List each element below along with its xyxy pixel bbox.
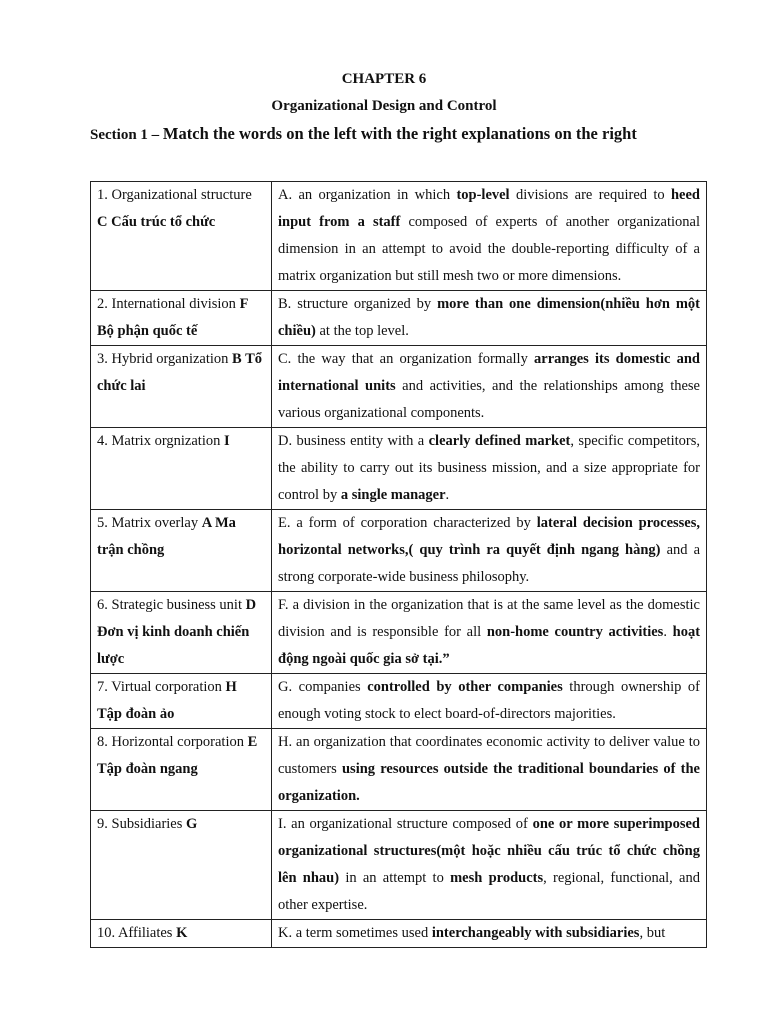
bold-text-run: E Tập đoàn ngang	[97, 734, 258, 777]
bold-text-run: heed input from a staff	[278, 187, 700, 230]
definition-cell	[272, 811, 707, 920]
bold-text-run: A Ma trận chồng	[97, 515, 236, 558]
table-row	[91, 674, 707, 729]
text-run: C. the way that an organization formally	[278, 351, 535, 367]
bold-text-run: top-level	[456, 187, 510, 203]
definition-cell	[272, 291, 707, 346]
text-run: and activities, and the relationships among these various organizational components.	[278, 378, 700, 421]
table-row	[91, 920, 707, 948]
text-run: 6. Strategic business unit	[97, 597, 246, 613]
chapter-subtitle: Organizational Design and Control	[271, 98, 497, 114]
bold-text-run: B Tổ chức lai	[97, 351, 263, 394]
term-cell	[91, 510, 272, 592]
text-run: 9. Subsidiaries	[97, 816, 187, 832]
bold-text-run: C Cấu trúc tổ chức	[97, 214, 216, 230]
bold-text-run: G	[186, 816, 198, 832]
bold-text-run: H Tập đoàn ảo	[97, 679, 237, 722]
table-row	[91, 811, 707, 920]
text-run: K. a term sometimes used	[278, 925, 432, 941]
text-run: 3. Hybrid organization	[97, 351, 233, 367]
bold-text-run: arranges its domestic and international units	[278, 351, 700, 394]
text-run: E. a form of corporation characterized by	[278, 515, 537, 531]
table-row	[91, 729, 707, 811]
text-run: 1. Organizational structure	[97, 187, 252, 203]
text-run: 4. Matrix orgnization	[97, 433, 224, 449]
bold-text-run: one or more superimposed organizational structures(một hoặc nhiều cấu trúc tổ chức chồng lên nhau)	[278, 816, 700, 886]
text-run: D. business entity with a	[278, 433, 429, 449]
bold-text-run: I	[224, 433, 230, 449]
definition-cell	[272, 428, 707, 510]
definition-cell	[272, 920, 707, 948]
bold-text-run: interchangeably with subsidiaries	[431, 925, 640, 941]
section-label: Section 1 –	[90, 127, 163, 143]
table-row	[91, 428, 707, 510]
bold-text-run: lateral decision processes, horizontal networks,( quy trình ra quyết định ngang hàng)	[278, 515, 700, 558]
table-row	[91, 182, 707, 291]
text-run: 8. Horizontal corporation	[97, 734, 248, 750]
text-run: , specific competitors, the ability to carry out its business mission, and a size appropriate for control by	[278, 433, 700, 503]
text-run: at the top level.	[315, 323, 409, 339]
term-cell	[91, 729, 272, 811]
table-row	[91, 346, 707, 428]
chapter-heading: CHAPTER 6	[341, 71, 427, 87]
term-cell	[91, 291, 272, 346]
text-run: B. structure organized by	[278, 296, 438, 312]
bold-text-run: K	[176, 925, 188, 941]
definition-cell	[272, 510, 707, 592]
matching-table-body	[91, 182, 707, 948]
definition-cell	[272, 346, 707, 428]
bold-text-run: F Bộ phận quốc tế	[97, 296, 248, 339]
term-cell	[91, 674, 272, 729]
term-cell	[91, 346, 272, 428]
table-row	[91, 510, 707, 592]
text-run: G. companies	[278, 679, 368, 695]
text-run: , regional, functional, and other expertise.	[278, 870, 700, 913]
bold-text-run: controlled by other companies	[367, 679, 563, 695]
matching-table	[90, 181, 707, 948]
text-run: composed of experts of another organizational dimension in an attempt to avoid the double-reporting difficulty of a matrix organization but still mesh two or more dimensions.	[278, 214, 700, 284]
text-run: F. a division in the organization that is at the same level as the domestic division and is responsible for all	[278, 597, 700, 640]
term-cell	[91, 592, 272, 674]
text-run: .	[445, 487, 450, 503]
bold-text-run: hoạt động ngoài quốc gia sở tại.”	[278, 624, 701, 667]
definition-cell	[272, 592, 707, 674]
definition-cell	[272, 674, 707, 729]
table-row	[91, 291, 707, 346]
text-run: 2. International division	[97, 296, 240, 312]
bold-text-run: D Đơn vị kinh doanh chiến lược	[97, 597, 257, 667]
bold-text-run: non-home country activities	[486, 624, 664, 640]
section-heading	[90, 124, 637, 144]
text-run: H. an organization that coordinates economic activity to deliver value to customers	[278, 734, 700, 777]
text-run: , but	[639, 925, 666, 941]
bold-text-run: clearly defined market	[428, 433, 571, 449]
text-run: A. an organization in which	[278, 187, 457, 203]
text-run: 7. Virtual corporation	[97, 679, 226, 695]
term-cell	[91, 811, 272, 920]
term-cell	[91, 920, 272, 948]
bold-text-run: using resources outside the traditional boundaries of the organization.	[278, 761, 700, 804]
text-run: 5. Matrix overlay	[97, 515, 202, 531]
definition-cell	[272, 729, 707, 811]
bold-text-run: more than one dimension(nhiều hơn một chiều)	[278, 296, 700, 339]
term-cell	[91, 182, 272, 291]
bold-text-run: mesh products	[450, 870, 544, 886]
bold-text-run: a single manager	[340, 487, 446, 503]
text-run: divisions are required to	[509, 187, 671, 203]
text-run: through ownership of enough voting stock to elect board-of-directors majorities.	[278, 679, 700, 722]
text-run: I. an organizational structure composed of	[278, 816, 533, 832]
text-run: in an attempt to	[339, 870, 451, 886]
definition-cell	[272, 182, 707, 291]
section-instruction: Match the words on the left with the right explanations on the right	[162, 124, 637, 143]
term-cell	[91, 428, 272, 510]
text-run: 10. Affiliates	[97, 925, 177, 941]
text-run: and a strong corporate-wide business philosophy.	[278, 542, 701, 585]
text-run: .	[663, 624, 673, 640]
table-row	[91, 592, 707, 674]
